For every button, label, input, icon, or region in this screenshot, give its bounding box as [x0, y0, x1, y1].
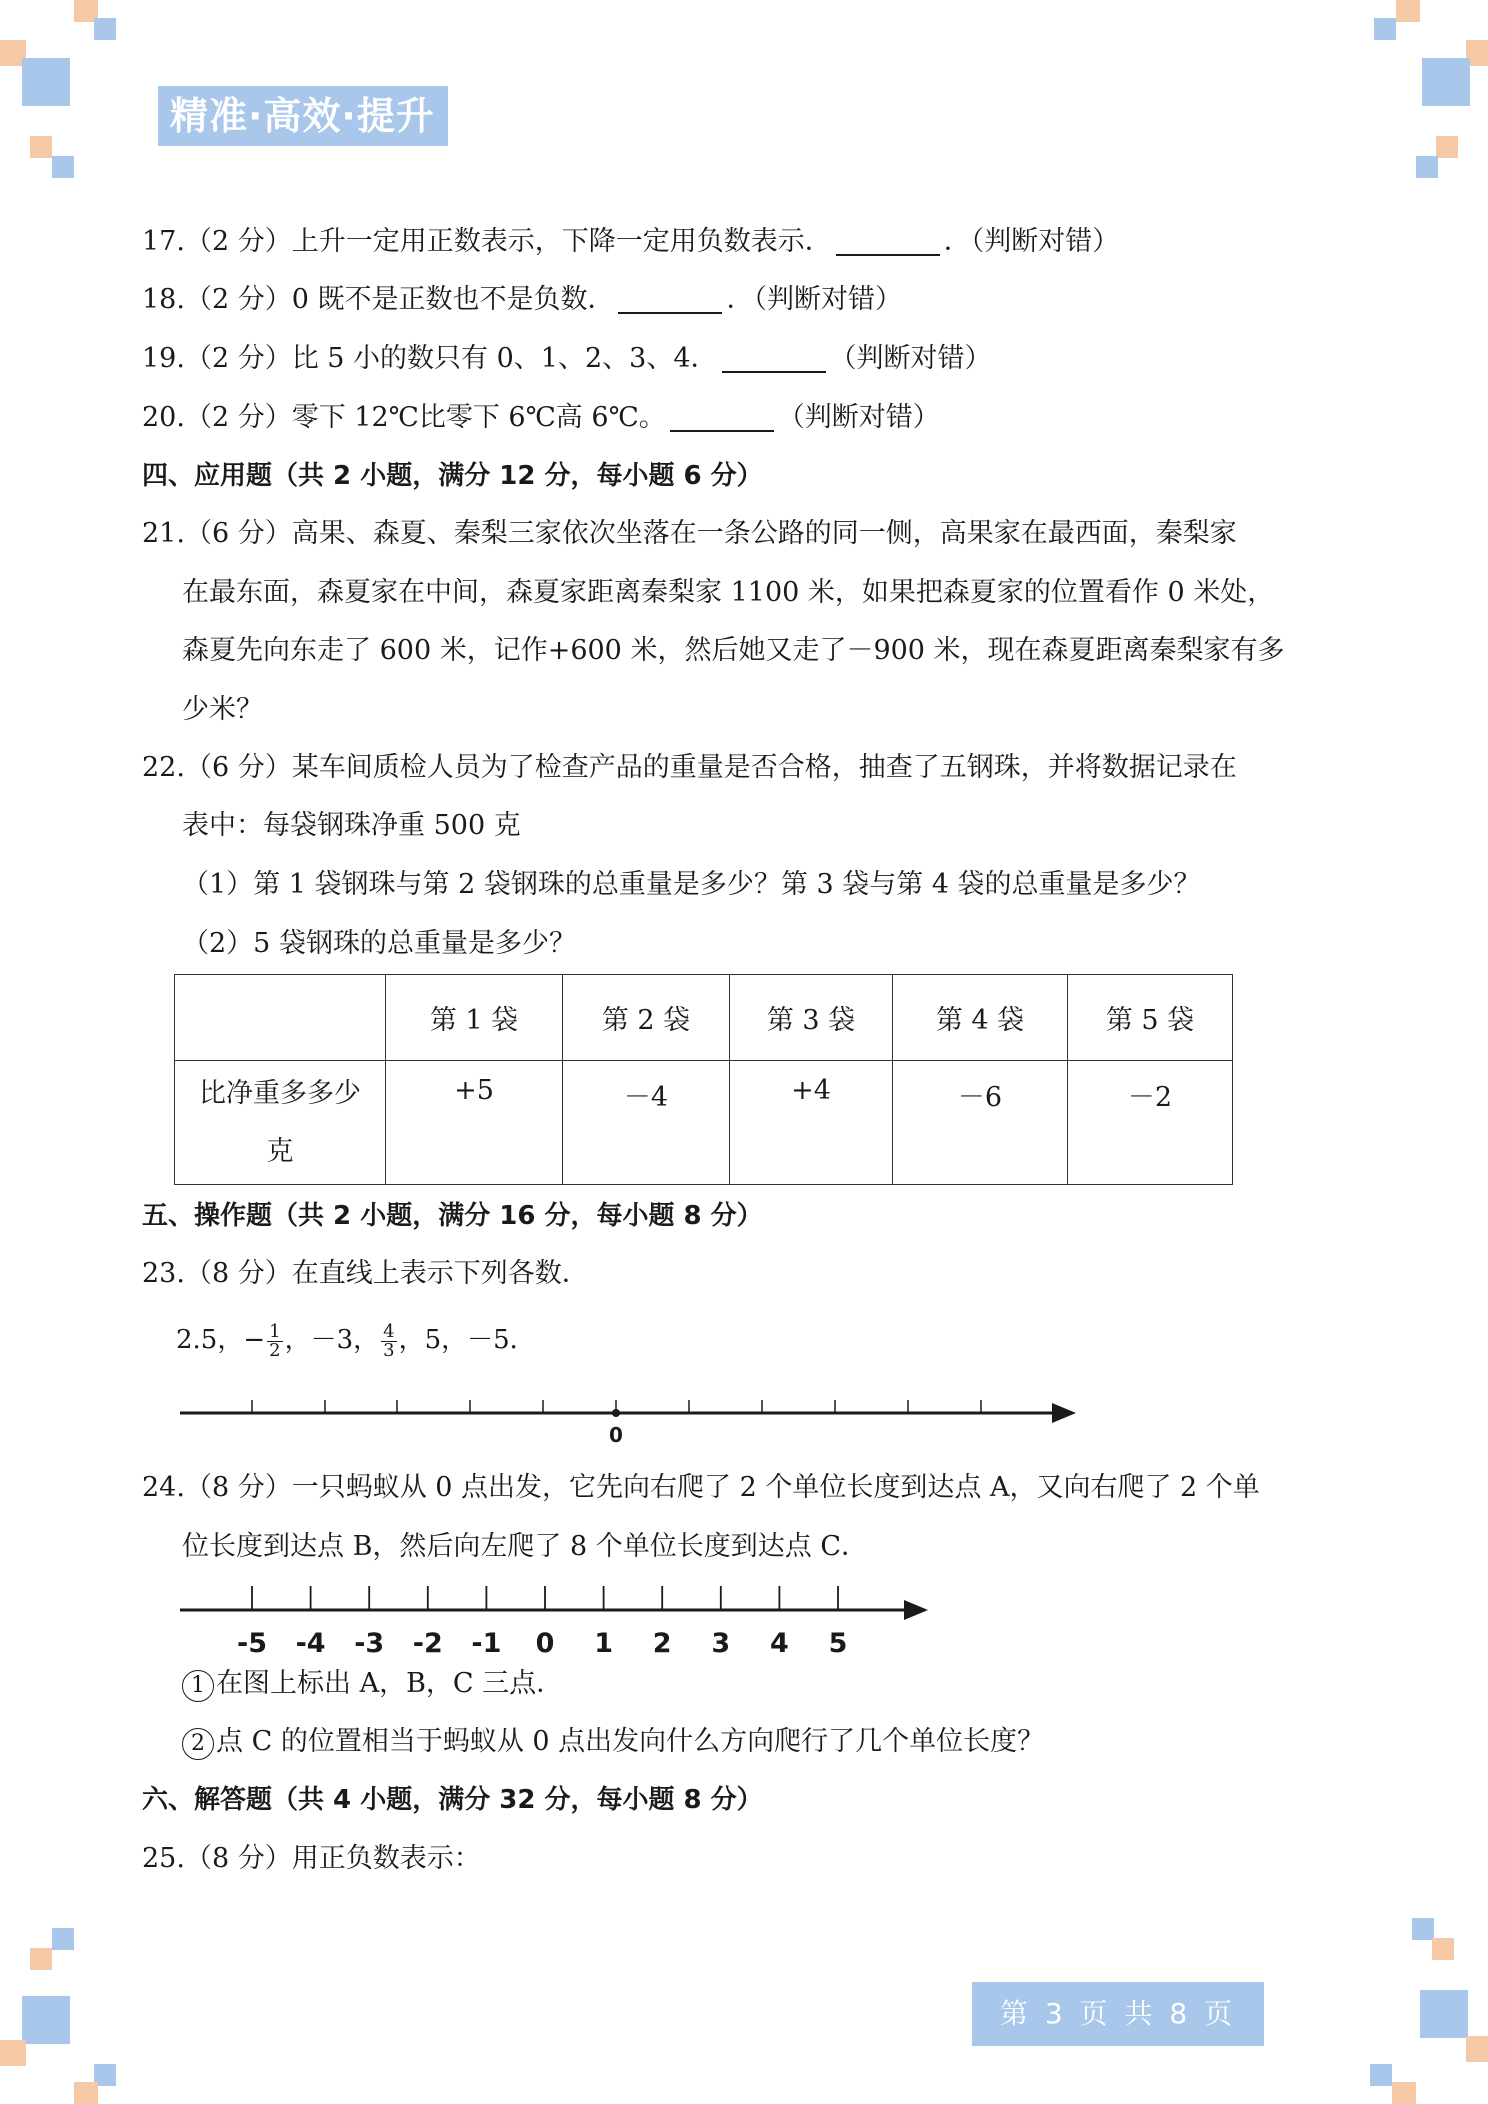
question-24-line-2: 位长度到达点 B，然后向左爬了 8 个单位长度到达点 C． [182, 1531, 869, 1562]
table-cell: +4 [730, 1061, 893, 1185]
numbers-part-b: ，－3， [284, 1325, 380, 1355]
header-badge: 精准·高效·提升 [158, 86, 448, 146]
table-header-cell: 第 4 袋 [893, 975, 1068, 1061]
question-text: 18.（2 分）0 既不是正数也不是负数． [142, 284, 615, 315]
question-22-part-1: （1）第 1 袋钢珠与第 2 袋钢珠的总重量是多少？第 3 袋与第 4 袋的总重量是多少？ [182, 869, 1201, 900]
question-tail: ．（判断对错） [726, 284, 902, 315]
section-heading-4: 四、应用题（共 2 小题，满分 12 分，每小题 6 分） [142, 461, 763, 491]
table-cell: －2 [1068, 1061, 1233, 1185]
question-tail: （判断对错） [829, 343, 992, 374]
question-21-line-2: 在最东面，森夏家在中间，森夏家距离秦梨家 1100 米，如果把森夏家的位置看作 0 米处， [182, 577, 1275, 608]
tick-label: 4 [770, 1628, 789, 1659]
question-24-part-2 [182, 1722, 1044, 1762]
row-label-line-1: 比净重多多少 [199, 1077, 361, 1109]
tick-label: 3 [711, 1628, 731, 1659]
question-21-line-3: 森夏先向东走了 600 米，记作+600 米，然后她又走了－900 米，现在森夏距离秦梨家有多 [182, 635, 1285, 666]
part-text: 点 C 的位置相当于蚂蚁从 0 点出发向什么方向爬行了几个单位长度？ [216, 1726, 1045, 1757]
question-22-part-2: （2）5 袋钢珠的总重量是多少？ [182, 928, 576, 959]
question-21-line-1: 21.（6 分）高果、森夏、秦梨三家依次坐落在一条公路的同一侧，高果家在最西面，秦梨家 [142, 518, 1237, 549]
table-cell: －4 [563, 1061, 730, 1185]
table-header-cell: 第 1 袋 [386, 975, 563, 1061]
page-number: 第 3 页 共 8 页 [972, 1982, 1264, 2046]
table-cell: +5 [386, 1061, 563, 1185]
tick-label: 1 [594, 1628, 613, 1659]
table-header-cell: 第 5 袋 [1068, 975, 1233, 1061]
circled-number: 1 [182, 1670, 214, 1702]
numbers-part-a: 2.5，− [176, 1325, 266, 1355]
question-22-line-1: 22.（6 分）某车间质检人员为了检查产品的重量是否合格，抽查了五钢珠，并将数据记录在 [142, 752, 1237, 783]
fraction-denominator: 3 [383, 1339, 395, 1361]
section-heading-6: 六、解答题（共 4 小题，满分 32 分，每小题 8 分） [142, 1785, 763, 1815]
table-header-cell: 第 3 袋 [730, 975, 893, 1061]
table-cell: －6 [893, 1061, 1068, 1185]
question-text: 19.（2 分）比 5 小的数只有 0、1、2、3、4． [142, 343, 718, 374]
tick-label: 0 [535, 1628, 555, 1659]
question-tail: ．（判断对错） [943, 226, 1120, 257]
fraction-denominator: 2 [269, 1339, 281, 1361]
tick-label: 5 [828, 1628, 848, 1659]
question-text: 17.（2 分）上升一定用正数表示，下降一定用负数表示． [142, 226, 832, 257]
fraction-numerator: 1 [269, 1320, 281, 1342]
tick-label: -4 [295, 1628, 326, 1659]
row-label-line-2: 克 [266, 1135, 294, 1167]
zero-label: 0 [609, 1423, 623, 1447]
question-23-line-1: 23.（8 分）在直线上表示下列各数． [142, 1258, 589, 1289]
tick-label: -2 [412, 1628, 443, 1659]
tick-label: 2 [652, 1628, 672, 1659]
question-text: 20.（2 分）零下 12℃比零下 6℃高 6℃。 [142, 402, 666, 433]
part-text: 在图上标出 A，B，C 三点． [216, 1668, 564, 1699]
circled-number: 2 [182, 1728, 214, 1760]
question-tail: （判断对错） [777, 402, 940, 433]
tick-label: -5 [237, 1628, 267, 1659]
question-24-line-1: 24.（8 分）一只蚂蚁从 0 点出发，它先向右爬了 2 个单位长度到达点 A，又向右爬了 2 个单 [142, 1472, 1260, 1503]
tick-label: -1 [471, 1628, 502, 1659]
fraction-numerator: 4 [383, 1320, 395, 1342]
tick-label: -3 [354, 1628, 385, 1659]
section-heading-5: 五、操作题（共 2 小题，满分 16 分，每小题 8 分） [142, 1201, 763, 1231]
question-22-line-2: 表中：每袋钢珠净重 500 克 [182, 810, 521, 841]
question-24-part-1 [182, 1664, 563, 1704]
table-header-cell: 第 2 袋 [563, 975, 730, 1061]
numbers-part-c: ，5，－5． [398, 1325, 536, 1355]
question-25-line-1: 25.（8 分）用正负数表示： [142, 1843, 481, 1874]
question-21-line-4: 少米？ [182, 694, 263, 725]
